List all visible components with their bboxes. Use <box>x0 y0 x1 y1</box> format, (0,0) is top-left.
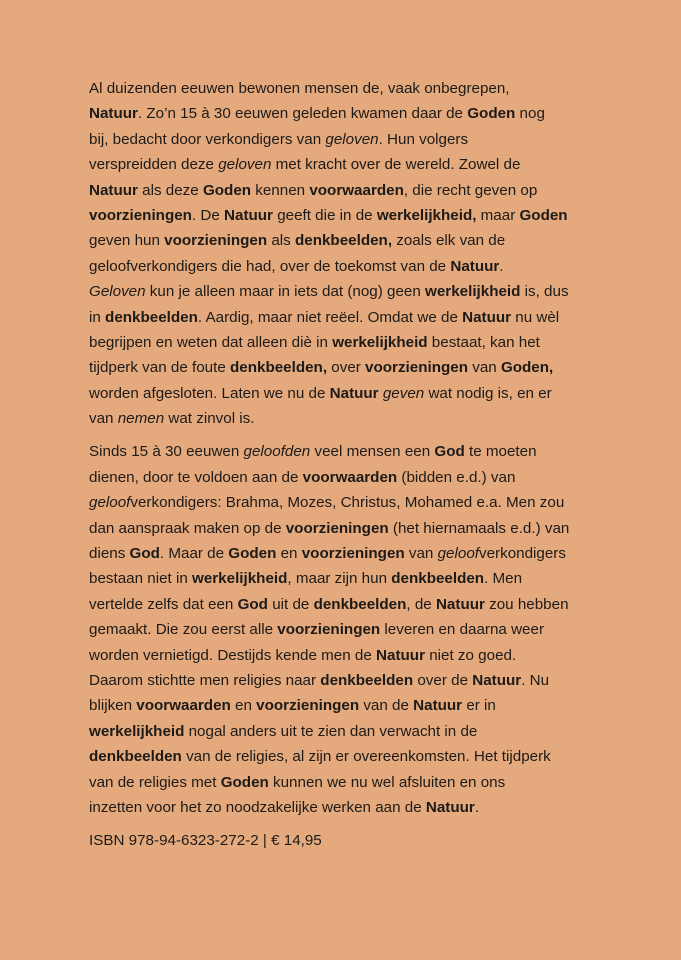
text-run: er in <box>462 697 496 715</box>
text-run: Sinds 15 à 30 eeuwen <box>89 443 244 461</box>
text-run: van <box>404 545 438 563</box>
text-run: , maar zijn hun <box>287 570 392 588</box>
bold-term: denkbeelden <box>320 671 414 689</box>
text-run: bij, bedacht door verkondigers van <box>89 130 326 148</box>
text-line <box>89 490 609 515</box>
bold-term: Goden, <box>500 359 554 377</box>
text-run: maar <box>476 206 520 224</box>
bold-term: voorzieningen <box>164 232 268 250</box>
text-run: in <box>89 308 106 326</box>
back-cover-text <box>89 76 609 854</box>
text-run: blijken <box>89 697 137 715</box>
bold-term: denkbeelden, <box>230 359 328 377</box>
text-line <box>89 101 609 126</box>
text-line <box>89 617 609 642</box>
text-line <box>89 279 609 304</box>
bold-term: voorzieningen <box>89 206 192 224</box>
bold-term: werkelijkheid <box>192 570 288 588</box>
isbn-price-line: ISBN 978-94-6323-272-2 | € 14,95 <box>89 832 322 850</box>
text-run: kunnen we nu wel afsluiten en ons <box>268 773 506 791</box>
paragraph-1 <box>89 76 609 431</box>
text-run: inzetten voor het zo noodzakelijke werken aan de <box>89 798 426 816</box>
text-run: . <box>474 798 480 816</box>
bold-term: werkelijkheid <box>425 283 521 301</box>
text-line <box>89 465 609 490</box>
text-line <box>89 541 609 566</box>
text-run: bestaat, kan het <box>427 333 540 351</box>
body-text <box>89 76 609 820</box>
text-run: niet zo goed. <box>424 646 517 664</box>
text-line <box>89 693 609 718</box>
text-run: wat nodig is, en er <box>424 384 552 402</box>
italic-term: Geloven <box>89 283 146 301</box>
italic-term: geloven <box>325 130 379 148</box>
text-run: dan aanspraak maken op de <box>89 519 286 537</box>
text-run: . Zo’n 15 à 30 eeuwen geleden kwamen daar de <box>137 105 468 123</box>
text-run: nog <box>515 105 545 123</box>
text-run: en <box>276 545 302 563</box>
text-run: kennen <box>251 181 310 199</box>
text-line <box>89 305 609 330</box>
text-run: geeft die in de <box>272 206 377 224</box>
bold-term: Goden <box>228 545 277 563</box>
bold-term: God <box>237 595 268 613</box>
bold-term: voorwaarden <box>302 468 398 486</box>
bold-term: Natuur <box>329 384 379 402</box>
text-run: over <box>327 359 366 377</box>
text-line <box>89 770 609 795</box>
text-run: . Hun volgers <box>378 130 469 148</box>
text-run: geloofverkondigers die had, over de toekomst van de <box>89 257 451 275</box>
text-run: veel mensen een <box>310 443 435 461</box>
bold-term: Natuur <box>472 671 522 689</box>
text-run: kun je alleen maar in iets dat (nog) geen <box>145 283 426 301</box>
bold-term: Goden <box>467 105 516 123</box>
text-line <box>89 406 609 431</box>
bold-term: Goden <box>202 181 252 199</box>
text-run: van de <box>359 697 414 715</box>
bold-term: Natuur <box>376 646 425 664</box>
text-run: van <box>89 410 118 428</box>
text-line <box>89 330 609 355</box>
bold-term: voorzieningen <box>301 545 405 563</box>
text-run: verkondigers: Brahma, Mozes, Christus, Mohamed e.a. Men zou <box>130 494 565 512</box>
text-run: gemaakt. Die zou eerst alle <box>89 621 278 639</box>
text-run: , de <box>406 595 436 613</box>
italic-term: geloven <box>218 156 272 174</box>
text-run: zou hebben <box>484 595 569 613</box>
text-line <box>89 516 609 541</box>
text-run: vertelde zelfs dat een <box>89 595 238 613</box>
text-run: . Maar de <box>159 545 229 563</box>
text-run: worden vernietigd. Destijds kende men de <box>89 646 377 664</box>
bold-term: denkbeelden <box>391 570 485 588</box>
bold-term: werkelijkheid <box>89 722 185 740</box>
bold-term: werkelijkheid <box>332 333 428 351</box>
text-run: zoals elk van de <box>392 232 506 250</box>
text-run: tijdperk van de foute <box>89 359 230 377</box>
bold-term: denkbeelden <box>105 308 198 326</box>
text-line <box>89 381 609 406</box>
text-run: Al duizenden eeuwen bewonen mensen de, vaak onbegrepen, <box>89 80 510 97</box>
text-line <box>89 439 609 464</box>
text-run: . <box>499 257 504 275</box>
bold-term: Natuur <box>425 798 475 816</box>
bold-term: voorzieningen <box>365 359 468 377</box>
text-run: verspreidden deze <box>89 156 219 174</box>
paragraph-2 <box>89 439 609 820</box>
text-line <box>89 203 609 228</box>
text-run: . Men <box>484 570 523 588</box>
bold-term: God <box>434 443 465 461</box>
text-run: dienen, door te voldoen aan de <box>89 468 303 486</box>
text-run: bestaan niet in <box>89 570 193 588</box>
text-line <box>89 668 609 693</box>
text-run: te moeten <box>464 443 537 461</box>
text-line <box>89 643 609 668</box>
italic-term: geven <box>382 384 425 402</box>
text-run: nu wèl <box>511 308 560 326</box>
bold-term: voorwaarden <box>136 697 231 715</box>
bold-term: Natuur <box>89 181 138 199</box>
text-run: over de <box>413 671 473 689</box>
bold-term: Natuur <box>462 308 512 326</box>
text-line <box>89 178 609 203</box>
text-run: . De <box>191 206 225 224</box>
text-line <box>89 152 609 177</box>
bold-term: Natuur <box>435 595 485 613</box>
bold-term: voorzieningen <box>277 621 381 639</box>
bold-term: Natuur <box>89 105 138 123</box>
italic-term: geloof <box>89 494 131 512</box>
text-line <box>89 355 609 380</box>
text-run: Daarom stichtte men religies naar <box>89 671 321 689</box>
bold-term: God <box>129 545 160 563</box>
bold-term: voorzieningen <box>256 697 360 715</box>
text-run: wat zinvol is. <box>164 410 255 428</box>
text-line <box>89 795 609 820</box>
text-line <box>89 254 609 279</box>
text-run: nogal anders uit te zien dan verwacht in de <box>184 722 478 740</box>
bold-term: Natuur <box>224 206 273 224</box>
text-run: . Nu <box>521 671 550 689</box>
text-line <box>89 744 609 769</box>
text-run: van <box>468 359 501 377</box>
bold-term: Natuur <box>413 697 463 715</box>
italic-term: geloof <box>437 545 479 563</box>
bold-term: denkbeelden, <box>294 232 393 250</box>
text-run: verkondigers <box>479 545 566 563</box>
text-line <box>89 127 609 152</box>
text-run: is, dus <box>520 283 569 301</box>
text-run: en <box>230 697 257 715</box>
text-run: van de religies met <box>89 773 221 791</box>
text-run: als deze <box>137 181 203 199</box>
bold-term: voorwaarden <box>309 181 404 199</box>
text-run: van de religies, al zijn er overeenkomsten. Het tijdperk <box>181 748 551 766</box>
bold-term: werkelijkheid, <box>376 206 477 224</box>
bold-term: denkbeelden <box>313 595 407 613</box>
text-run: geven hun <box>89 232 165 250</box>
text-run: . Aardig, maar niet reëel. Omdat we de <box>197 308 463 326</box>
text-line <box>89 228 609 253</box>
italic-term: geloofden <box>243 443 311 461</box>
text-run: , die recht geven op <box>403 181 538 199</box>
bold-term: Goden <box>519 206 568 224</box>
bold-term: denkbeelden <box>89 748 182 766</box>
text-run: worden afgesloten. Laten we nu de <box>89 384 330 402</box>
text-run: (bidden e.d.) van <box>397 468 516 486</box>
text-run: als <box>267 232 295 250</box>
text-run: uit de <box>267 595 314 613</box>
bold-term: voorzieningen <box>285 519 389 537</box>
text-run: (het hiernamaals e.d.) van <box>388 519 570 537</box>
bold-term: Natuur <box>450 257 500 275</box>
bold-term: Goden <box>220 773 269 791</box>
text-line <box>89 592 609 617</box>
text-line <box>89 719 609 744</box>
text-line <box>89 566 609 591</box>
text-run: begrijpen en weten dat alleen diè in <box>89 333 333 351</box>
italic-term: nemen <box>117 410 165 428</box>
text-run: diens <box>89 545 130 563</box>
text-run: met kracht over de wereld. Zowel de <box>271 156 521 174</box>
text-line <box>89 76 609 101</box>
text-run: leveren en daarna weer <box>380 621 544 639</box>
